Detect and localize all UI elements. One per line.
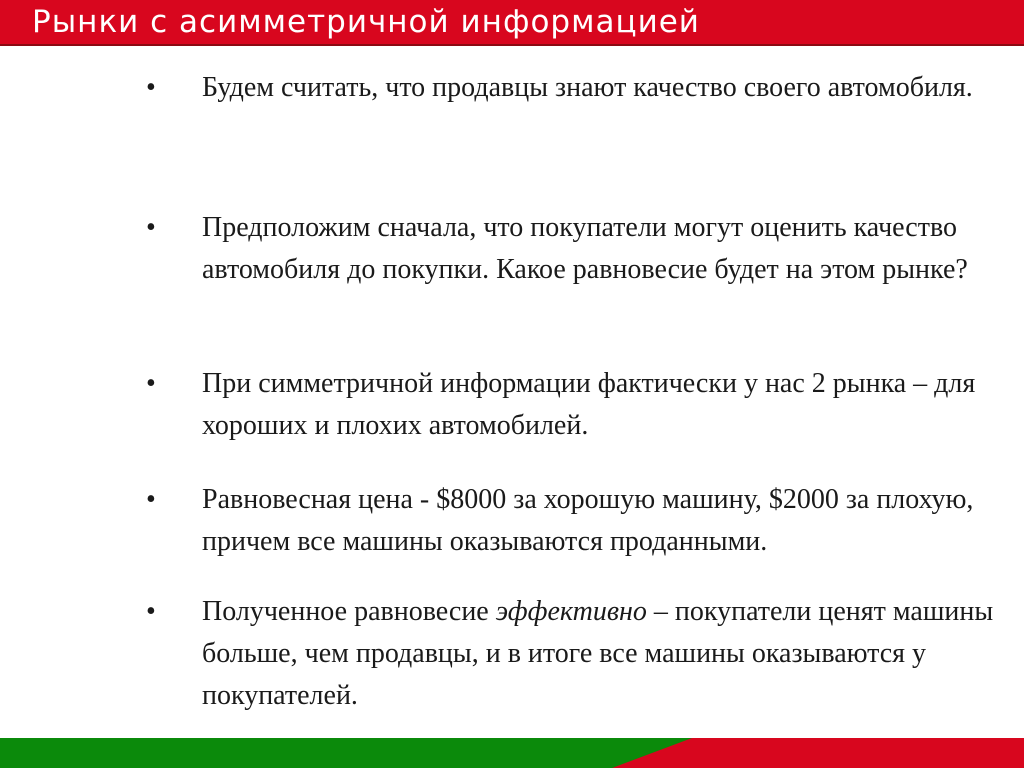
bullet-mark: • bbox=[146, 368, 156, 399]
bullet-mark: • bbox=[146, 212, 156, 243]
bullet-text: Равновесная цена - $8000 за хорошую машину, $2000 за плохую, причем все машины оказываются проданными. bbox=[202, 484, 974, 557]
bullet-text-part: – покупатели ценят машины больше, чем продавцы, и в итоге все машины оказываются у покупателей. bbox=[202, 596, 994, 711]
emphasis-text: эффективно bbox=[495, 596, 647, 627]
bullet-text: Предположим сначала, что покупатели могут оценить качество автомобиля до покупки. Какое равновесие будет на этом рынке? bbox=[202, 212, 968, 285]
bullet-text bbox=[202, 591, 1002, 717]
slide-title: Рынки с асимметричной информацией bbox=[32, 4, 700, 40]
bullet-mark: • bbox=[146, 596, 156, 627]
bullet-text: Будем считать, что продавцы знают качество своего автомобиля. bbox=[202, 72, 973, 103]
footer-band bbox=[0, 738, 1024, 768]
bullet-mark: • bbox=[146, 72, 156, 103]
bullet-text-part: Полученное равновесие bbox=[202, 596, 496, 627]
bullet-text: При симметричной информации фактически у нас 2 рынка – для хороших и плохих автомобилей. bbox=[202, 368, 976, 441]
bullet-mark: • bbox=[146, 484, 156, 515]
